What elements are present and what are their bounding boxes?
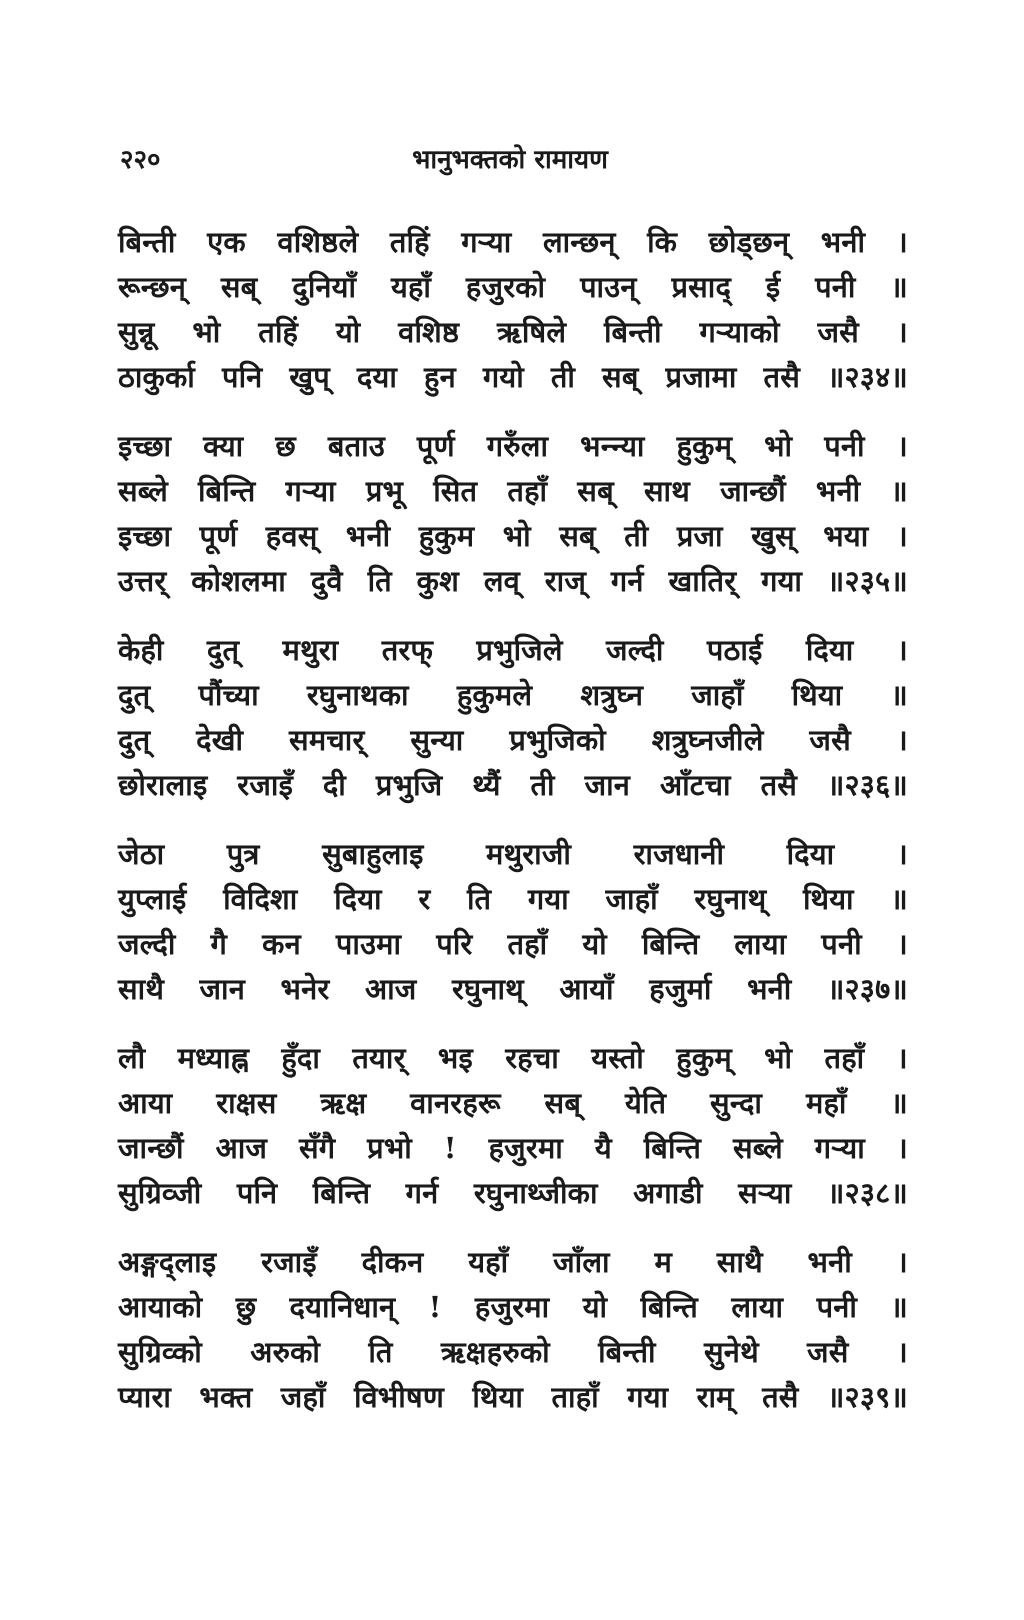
- verse-line: [118, 516, 908, 561]
- verse-word: पूर्ण: [416, 429, 455, 463]
- verse-word: ई: [765, 270, 781, 304]
- verse-word: ।: [896, 315, 908, 349]
- verse-word: दयानिधान्: [289, 1290, 396, 1324]
- verse-word: ॥२३५॥: [826, 564, 908, 598]
- verse-word: सुन्दा: [710, 1086, 763, 1120]
- verse-word: दुत्: [118, 723, 151, 757]
- verse-word: पौंच्या: [198, 678, 259, 712]
- stanza: [118, 1242, 908, 1446]
- verse-line: [118, 924, 908, 969]
- verse-word: रजाइँ: [237, 768, 294, 802]
- verse-word: खुप्: [289, 360, 330, 394]
- verse-word: ॥: [890, 1290, 908, 1324]
- verse-word: राजधानी: [633, 837, 725, 871]
- verse-word: तसै: [762, 1380, 799, 1414]
- verse-word: प्रभुजि: [375, 768, 443, 802]
- verse-word: !: [443, 1131, 457, 1165]
- page-header: [120, 140, 900, 180]
- verse-word: ॥२३४॥: [826, 360, 908, 394]
- verse-word: बिन्ति: [312, 1176, 371, 1210]
- verse-word: भनी: [820, 225, 866, 259]
- verse-word: सब्ले: [118, 474, 168, 508]
- verse-word: तहिं: [258, 315, 299, 349]
- verse-word: जसै: [807, 1335, 849, 1369]
- verse-word: रून्छन्: [118, 270, 187, 304]
- verse-word: पठाई: [706, 633, 763, 667]
- verse-word: जान: [199, 972, 246, 1006]
- verse-word: भइ: [437, 1041, 473, 1075]
- verse-word: लौ: [118, 1041, 146, 1075]
- verse-word: प्यारा: [118, 1380, 172, 1414]
- verse-line: [118, 561, 908, 606]
- verse-word: भनेर: [280, 972, 330, 1006]
- verse-line: [118, 720, 908, 765]
- verse-word: सुन्नू: [118, 315, 155, 349]
- verse-word: सुबाहुलाइ: [322, 837, 424, 871]
- verse-word: हजुरमा: [488, 1131, 563, 1165]
- verse-word: मथुराजी: [486, 837, 572, 871]
- verse-word: प्रभू: [365, 474, 404, 508]
- verse-word: तहाँ: [507, 474, 548, 508]
- verse-word: थिया: [472, 1380, 524, 1414]
- verse-word: प्रजामा: [665, 360, 737, 394]
- verse-word: सब्: [220, 270, 258, 304]
- verse-word: पनि: [236, 1176, 278, 1210]
- verse-word: पुत्र: [226, 837, 260, 871]
- verse-word: मध्याह्न: [177, 1041, 250, 1075]
- verse-line: [118, 1038, 908, 1083]
- verse-word: ।: [896, 837, 908, 871]
- verse-word: ।: [896, 927, 908, 961]
- verse-word: भो: [764, 1041, 793, 1075]
- verse-word: बिन्ती: [598, 1335, 656, 1369]
- verse-word: कुश: [416, 564, 460, 598]
- verse-line: [118, 675, 908, 720]
- verse-line: [118, 1332, 908, 1377]
- verse-word: ऋक्ष: [320, 1086, 367, 1120]
- verse-word: हुकुम: [418, 519, 475, 553]
- verse-line: [118, 267, 908, 312]
- verse-word: ।: [896, 633, 908, 667]
- stanza: [118, 1038, 908, 1242]
- stanza: [118, 834, 908, 1038]
- verse-line: [118, 765, 908, 810]
- verse-word: हुँदा: [281, 1041, 321, 1075]
- verse-line: [118, 222, 908, 267]
- verse-word: जसै: [817, 315, 859, 349]
- verse-word: ॥: [890, 270, 908, 304]
- verse-word: अरुको: [250, 1335, 321, 1369]
- verse-word: महाँ: [805, 1086, 847, 1120]
- verse-word: इच्छा: [118, 519, 172, 553]
- verse-word: भो: [502, 519, 531, 553]
- verse-word: छ: [275, 429, 296, 463]
- verse-word: पनी: [824, 429, 865, 463]
- verse-word: बिन्ति: [198, 474, 256, 508]
- running-title: भानुभक्तको रामायण: [412, 145, 608, 175]
- verse-word: भनी: [747, 972, 792, 1006]
- verse-word: गरुँला: [486, 429, 549, 463]
- verse-line: [118, 834, 908, 879]
- verse-word: ऋक्षहरुको: [440, 1335, 550, 1369]
- verse-word: सब्: [577, 474, 614, 508]
- verse-line: [118, 1377, 908, 1422]
- verse-word: प्रभुजिले: [476, 633, 563, 667]
- verse-line: [118, 1242, 908, 1287]
- verse-word: बिन्ती: [604, 315, 662, 349]
- verse-word: प्रभो: [367, 1131, 412, 1165]
- verse-word: वानरहरू: [410, 1086, 501, 1120]
- verse-word: शत्रुघ्नजीले: [651, 723, 764, 757]
- verse-word: परि: [436, 927, 473, 961]
- verse-word: वशिष्ठ: [398, 315, 460, 349]
- verse-word: यस्तो: [591, 1041, 645, 1075]
- verse-word: आयाँ: [559, 972, 614, 1006]
- verse-word: लाया: [734, 927, 787, 961]
- stanza: [118, 222, 908, 426]
- verse-word: बिन्ति: [640, 1290, 698, 1324]
- verse-word: सब्: [544, 1086, 582, 1120]
- verse-word: छोरालाइ: [118, 768, 208, 802]
- verse-word: ति: [368, 1335, 393, 1369]
- verse-word: गै: [210, 927, 228, 961]
- verse-word: ।: [896, 1131, 908, 1165]
- verse-word: मथुरा: [282, 633, 339, 667]
- verse-word: दुवै: [310, 564, 343, 598]
- verse-word: आँटचा: [659, 768, 731, 802]
- verse-word: रघुनाथका: [306, 678, 409, 712]
- verse-word: गऱ्या: [461, 225, 512, 259]
- verse-word: भनी: [345, 519, 391, 553]
- verse-word: सुग्रिव्को: [118, 1335, 203, 1369]
- verse-word: ।: [896, 723, 908, 757]
- verse-word: गया: [527, 882, 569, 916]
- verse-word: तहाँ: [824, 1041, 865, 1075]
- verse-word: दिया: [786, 837, 835, 871]
- verse-word: दुनियाँ: [292, 270, 357, 304]
- verse-word: प्रभुजिको: [509, 723, 606, 757]
- verse-word: गऱ्याको: [699, 315, 780, 349]
- verse-word: रजाइँ: [261, 1245, 317, 1279]
- verse-word: सब्ले: [732, 1131, 783, 1165]
- verse-word: हुकुम्: [676, 1041, 732, 1075]
- stanza: [118, 426, 908, 630]
- stanza: [118, 630, 908, 834]
- verse-word: ॥: [890, 1086, 908, 1120]
- verse-word: राक्षस: [216, 1086, 277, 1120]
- verse-word: म: [654, 1245, 672, 1279]
- verse-line: [118, 1287, 908, 1332]
- verse-word: ॥२३८॥: [827, 1176, 908, 1210]
- verse-word: आया: [118, 1086, 173, 1120]
- verse-word: गया: [761, 564, 803, 598]
- verse-word: ।: [896, 1335, 908, 1369]
- verse-word: पूर्ण: [199, 519, 238, 553]
- verse-word: छोड्छन्: [708, 225, 790, 259]
- verse-word: आज: [215, 1131, 268, 1165]
- verse-word: ठाकुर्का: [118, 360, 196, 394]
- verse-word: पनि: [221, 360, 263, 394]
- verse-word: प्रजा: [676, 519, 723, 553]
- verse-word: बिन्ति: [643, 1131, 702, 1165]
- verse-word: छु: [235, 1290, 257, 1324]
- verse-word: अङ्गद्लाइ: [118, 1245, 217, 1279]
- verse-word: दीकन: [361, 1245, 424, 1279]
- verse-word: गया: [627, 1380, 669, 1414]
- verse-line: [118, 357, 908, 402]
- verse-word: जान्छौं: [118, 1131, 184, 1165]
- verse-word: दया: [356, 360, 398, 394]
- verse-word: तरफ्: [381, 633, 434, 667]
- verse-word: सित: [433, 474, 478, 508]
- verse-word: पाउन्: [580, 270, 637, 304]
- verse-word: जसै: [809, 723, 851, 757]
- verse-word: युप्लाई: [118, 882, 187, 916]
- verse-word: पाउमा: [335, 927, 402, 961]
- verse-word: कन: [262, 927, 301, 961]
- verse-line: [118, 426, 908, 471]
- verse-word: ॥२३६॥: [826, 768, 908, 802]
- verse-word: ।: [896, 1041, 908, 1075]
- verse-word: हजुरमा: [474, 1290, 550, 1324]
- verse-word: यहाँ: [390, 270, 432, 304]
- verse-word: ती: [624, 519, 649, 553]
- verse-word: शत्रुघ्न: [580, 678, 644, 712]
- verse-word: खुस्: [751, 519, 795, 553]
- verse-word: लान्छन्: [542, 225, 616, 259]
- verse-word: कोशलमा: [191, 564, 287, 598]
- verse-word: हुन: [424, 360, 456, 394]
- verse-word: गऱ्या: [814, 1131, 865, 1165]
- verse-word: तहाँ: [507, 927, 548, 961]
- verse-word: राम्: [696, 1380, 734, 1414]
- verse-word: साथै: [716, 1245, 763, 1279]
- verse-line: [118, 630, 908, 675]
- verse-line: [118, 1173, 908, 1218]
- verse-word: ।: [896, 519, 908, 553]
- verse-word: सँगै: [298, 1131, 336, 1165]
- verse-word: बिन्ती: [118, 225, 176, 259]
- verse-word: सुग्रिव्जी: [118, 1176, 202, 1210]
- verse-word: राज्: [544, 564, 587, 598]
- verse-word: जान: [584, 768, 631, 802]
- verse-word: दुत्: [118, 678, 151, 712]
- verse-line: [118, 312, 908, 357]
- verse-word: साथ: [643, 474, 690, 508]
- verse-word: सऱ्या: [738, 1176, 792, 1210]
- verse-word: अगाडी: [633, 1176, 703, 1210]
- verse-word: विभीषण: [353, 1380, 445, 1414]
- verse-word: बिन्ति: [641, 927, 700, 961]
- verse-word: जल्दी: [606, 633, 664, 667]
- verse-word: प्रसाद्: [671, 270, 732, 304]
- verse-word: विदिशा: [223, 882, 298, 916]
- verse-word: गऱ्या: [285, 474, 336, 508]
- verse-word: ॥: [890, 474, 908, 508]
- verse-line: [118, 471, 908, 516]
- verse-word: दी: [322, 768, 346, 802]
- verse-word: ऋषिले: [496, 315, 567, 349]
- verse-word: भया: [823, 519, 869, 553]
- verse-word: हुकुमले: [456, 678, 533, 712]
- verse-word: लाया: [731, 1290, 784, 1324]
- verse-word: भो: [764, 429, 793, 463]
- verse-word: एक: [207, 225, 246, 259]
- verse-word: बताउ: [327, 429, 385, 463]
- verse-word: रहचा: [505, 1041, 559, 1075]
- verse-line: [118, 1083, 908, 1128]
- verse-word: गर्न: [610, 564, 644, 598]
- verse-word: इच्छा: [118, 429, 172, 463]
- verse-word: जहाँ: [280, 1380, 326, 1414]
- verse-word: रघुनाथ्: [451, 972, 524, 1006]
- verse-word: भन्न्या: [580, 429, 645, 463]
- verse-line: [118, 879, 908, 924]
- verse-word: ॥: [890, 882, 908, 916]
- verse-word: कि: [647, 225, 678, 259]
- verse-word: क्या: [203, 429, 244, 463]
- verse-word: लव्: [483, 564, 520, 598]
- verse-word: केही: [118, 633, 164, 667]
- verse-word: सब्: [559, 519, 596, 553]
- verse-word: हजुरको: [465, 270, 546, 304]
- verse-word: समचार्: [289, 723, 365, 757]
- verse-word: थिया: [791, 678, 843, 712]
- verse-word: ।: [896, 225, 908, 259]
- page-number: २२०: [120, 145, 161, 175]
- verse-word: र: [418, 882, 431, 916]
- verse-word: आज: [364, 972, 417, 1006]
- verse-word: हुकुम्: [676, 429, 733, 463]
- verse-word: यो: [335, 315, 361, 349]
- verse-word: ॥२३७॥: [826, 972, 908, 1006]
- verse-word: ति: [367, 564, 392, 598]
- verse-word: दिया: [805, 633, 854, 667]
- verse-word: दुत्: [206, 633, 240, 667]
- verse-word: जल्दी: [118, 927, 176, 961]
- verse-word: तहिं: [389, 225, 430, 259]
- verse-word: वशिष्ठले: [277, 225, 359, 259]
- verse-word: जान्छौं: [720, 474, 786, 508]
- verse-word: उत्तर्: [118, 564, 167, 598]
- verse-word: गयो: [482, 360, 524, 394]
- verse-line: [118, 969, 908, 1014]
- verse-word: जाहाँ: [691, 678, 744, 712]
- verse-word: ।: [896, 429, 908, 463]
- verse-word: रघुनाथ्: [694, 882, 767, 916]
- verse-word: तयार्: [352, 1041, 406, 1075]
- verse-word: हजुर्मा: [649, 972, 712, 1006]
- verse-word: आयाको: [118, 1290, 203, 1324]
- verse-word: यै: [594, 1131, 612, 1165]
- verse-word: ताहाँ: [551, 1380, 599, 1414]
- verse-word: पनी: [821, 927, 862, 961]
- verse-word: ।: [896, 1245, 908, 1279]
- verse-body: [118, 222, 908, 1446]
- verse-word: ॥२३९॥: [826, 1380, 908, 1414]
- verse-word: दिया: [334, 882, 382, 916]
- verse-word: जेठा: [118, 837, 165, 871]
- verse-word: हवस्: [265, 519, 318, 553]
- verse-word: खातिर्: [668, 564, 737, 598]
- verse-word: थिया: [802, 882, 854, 916]
- verse-word: यो: [582, 927, 607, 961]
- verse-word: यहाँ: [468, 1245, 509, 1279]
- verse-word: तसै: [760, 768, 798, 802]
- verse-word: यो: [582, 1290, 608, 1324]
- verse-word: भक्त: [199, 1380, 253, 1414]
- verse-word: साथै: [118, 972, 165, 1006]
- verse-word: ति: [466, 882, 492, 916]
- verse-word: ती: [530, 768, 555, 802]
- verse-word: पनी: [816, 1290, 858, 1324]
- verse-word: तसै: [763, 360, 801, 394]
- verse-word: रघुनाथ्जीका: [473, 1176, 598, 1210]
- verse-word: देखी: [196, 723, 244, 757]
- verse-word: पनी: [815, 270, 856, 304]
- verse-word: !: [428, 1290, 442, 1324]
- verse-line: [118, 1128, 908, 1173]
- verse-word: जाँला: [553, 1245, 610, 1279]
- verse-word: गर्न: [405, 1176, 439, 1210]
- verse-word: थ्यैं: [472, 768, 501, 802]
- verse-word: येति: [624, 1086, 667, 1120]
- verse-word: ती: [550, 360, 576, 394]
- verse-word: भनी: [815, 474, 861, 508]
- verse-word: सब्: [602, 360, 639, 394]
- verse-word: ॥: [890, 678, 908, 712]
- verse-word: भनी: [807, 1245, 852, 1279]
- verse-word: सुनेथे: [703, 1335, 759, 1369]
- verse-word: सुन्या: [410, 723, 464, 757]
- verse-word: भो: [192, 315, 221, 349]
- verse-word: जाहाँ: [605, 882, 658, 916]
